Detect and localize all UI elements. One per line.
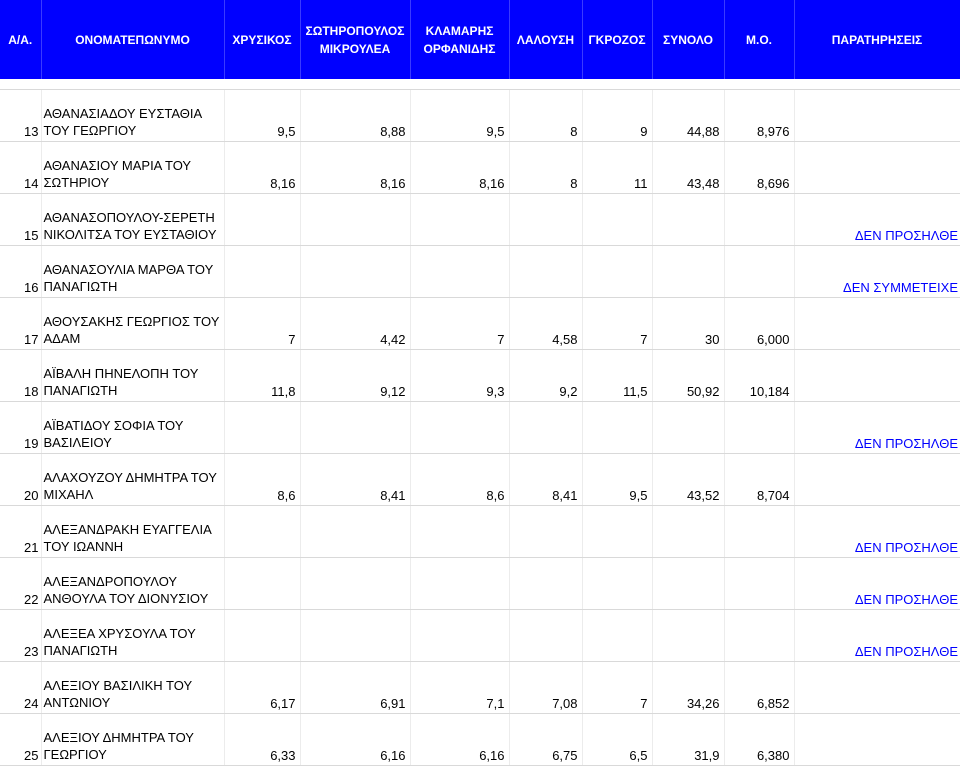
remark[interactable]: ΔΕΝ ΠΡΟΣΗΛΘΕ [794, 402, 960, 454]
score-xrysikos[interactable] [224, 610, 300, 662]
score-xrysikos[interactable]: 8,16 [224, 142, 300, 194]
score-total[interactable] [652, 402, 724, 454]
candidate-name-line2: ΤΟΥ ΓΕΩΡΓΙΟΥ [43, 123, 137, 138]
candidate-name-line1: ΑΛΕΞΑΝΔΡΟΠΟΥΛΟΥ [43, 574, 178, 589]
row-number[interactable]: 23 [0, 610, 41, 662]
score-lalousi[interactable]: 4,58 [509, 298, 582, 350]
score-klamaris[interactable]: 7 [410, 298, 509, 350]
score-sotiropoulos[interactable] [300, 402, 410, 454]
row-number[interactable]: 19 [0, 402, 41, 454]
score-average[interactable]: 6,000 [724, 298, 794, 350]
candidate-name[interactable] [41, 662, 224, 714]
candidate-name-line2: ΓΕΩΡΓΙΟΥ [43, 747, 107, 762]
score-sotiropoulos[interactable] [300, 506, 410, 558]
score-sotiropoulos[interactable]: 8,41 [300, 454, 410, 506]
score-sotiropoulos[interactable] [300, 246, 410, 298]
score-gkrozos[interactable] [582, 402, 652, 454]
header-synolo[interactable]: ΣΥΝΟΛΟ [652, 0, 724, 79]
candidate-name-line1: ΑΘΑΝΑΣΟΥΛΙΑ ΜΑΡΘΑ ΤΟΥ [43, 262, 214, 277]
score-klamaris[interactable]: 8,16 [410, 142, 509, 194]
remark[interactable] [794, 350, 960, 402]
remark[interactable]: ΔΕΝ ΣΥΜΜΕΤΕΙΧΕ [794, 246, 960, 298]
score-sotiropoulos[interactable]: 6,16 [300, 714, 410, 766]
spacer-row [0, 79, 960, 90]
score-gkrozos[interactable]: 9 [582, 90, 652, 142]
row-number[interactable]: 14 [0, 142, 41, 194]
score-klamaris[interactable]: 9,3 [410, 350, 509, 402]
candidate-name-line2: ΤΟΥ ΙΩΑΝΝΗ [43, 539, 124, 554]
score-average[interactable] [724, 246, 794, 298]
score-lalousi[interactable] [509, 246, 582, 298]
row-number[interactable]: 13 [0, 90, 41, 142]
score-klamaris[interactable] [410, 194, 509, 246]
candidate-name-line2: ΠΑΝΑΓΙΩΤΗ [43, 383, 118, 398]
header-paratiriseis[interactable]: ΠΑΡΑΤΗΡΗΣΕΙΣ [794, 0, 960, 79]
score-gkrozos[interactable]: 11,5 [582, 350, 652, 402]
score-lalousi[interactable] [509, 506, 582, 558]
candidate-name-line1: ΑΪΒΑΛΗ ΠΗΝΕΛΟΠΗ ΤΟΥ [43, 366, 199, 381]
remark[interactable]: ΔΕΝ ΠΡΟΣΗΛΘΕ [794, 610, 960, 662]
score-average[interactable] [724, 402, 794, 454]
score-klamaris[interactable] [410, 506, 509, 558]
score-sotiropoulos[interactable] [300, 194, 410, 246]
score-xrysikos[interactable] [224, 558, 300, 610]
score-average[interactable] [724, 558, 794, 610]
remark[interactable]: ΔΕΝ ΠΡΟΣΗΛΘΕ [794, 558, 960, 610]
remark[interactable] [794, 142, 960, 194]
candidate-name[interactable] [41, 142, 224, 194]
score-gkrozos[interactable]: 7 [582, 298, 652, 350]
table-row [0, 714, 960, 766]
header-name[interactable]: ΟΝΟΜΑΤΕΠΩΝΥΜΟ [41, 0, 224, 79]
score-lalousi[interactable]: 8 [509, 90, 582, 142]
candidate-name[interactable] [41, 714, 224, 766]
candidate-name-line2: ΜΙΧΑΗΛ [43, 487, 94, 502]
score-lalousi[interactable]: 9,2 [509, 350, 582, 402]
score-total[interactable]: 34,26 [652, 662, 724, 714]
remark[interactable] [794, 298, 960, 350]
table-row [0, 194, 960, 246]
score-gkrozos[interactable]: 11 [582, 142, 652, 194]
score-total[interactable]: 50,92 [652, 350, 724, 402]
header-lalousi[interactable]: ΛΑΛΟΥΣΗ [509, 0, 582, 79]
candidate-name-line1: ΑΛΕΞΕΑ ΧΡΥΣΟΥΛΑ ΤΟΥ [43, 626, 196, 641]
candidate-name[interactable] [41, 246, 224, 298]
row-number[interactable]: 22 [0, 558, 41, 610]
candidate-name[interactable] [41, 558, 224, 610]
score-gkrozos[interactable] [582, 506, 652, 558]
score-xrysikos[interactable]: 8,6 [224, 454, 300, 506]
score-lalousi[interactable]: 8,41 [509, 454, 582, 506]
candidate-name-line1: ΑΪΒΑΤΙΔΟΥ ΣΟΦΙΑ ΤΟΥ [43, 418, 184, 433]
score-gkrozos[interactable]: 6,5 [582, 714, 652, 766]
row-number[interactable]: 24 [0, 662, 41, 714]
header-xrysikos[interactable]: ΧΡΥΣΙΚΟΣ [224, 0, 300, 79]
score-total[interactable] [652, 506, 724, 558]
candidate-name-line2: ΝΙΚΟΛΙΤΣΑ ΤΟΥ ΕΥΣΤΑΘΙΟΥ [43, 227, 217, 242]
header-klamaris[interactable]: ΚΛΑΜΑΡΗΣ ΟΡΦΑΝΙΔΗΣ [410, 0, 509, 79]
candidate-name-line1: ΑΛΑΧΟΥΖΟΥ ΔΗΜΗΤΡΑ ΤΟΥ [43, 470, 217, 485]
candidate-name-line1: ΑΘΑΝΑΣΙΟΥ ΜΑΡΙΑ ΤΟΥ [43, 158, 192, 173]
remark[interactable]: ΔΕΝ ΠΡΟΣΗΛΘΕ [794, 506, 960, 558]
candidate-name[interactable] [41, 402, 224, 454]
candidate-name[interactable] [41, 454, 224, 506]
score-klamaris[interactable]: 6,16 [410, 714, 509, 766]
score-gkrozos[interactable]: 7 [582, 662, 652, 714]
score-xrysikos[interactable] [224, 402, 300, 454]
table-row [0, 142, 960, 194]
table-row [0, 610, 960, 662]
score-xrysikos[interactable] [224, 194, 300, 246]
score-klamaris[interactable] [410, 610, 509, 662]
score-xrysikos[interactable] [224, 506, 300, 558]
score-gkrozos[interactable] [582, 610, 652, 662]
table-row [0, 454, 960, 506]
candidate-name-line1: ΑΘΟΥΣΑΚΗΣ ΓΕΩΡΓΙΟΣ ΤΟΥ [43, 314, 220, 329]
header-row [0, 0, 960, 79]
score-xrysikos[interactable] [224, 246, 300, 298]
remark[interactable] [794, 90, 960, 142]
score-average[interactable] [724, 506, 794, 558]
candidate-name-line2: ΑΔΑΜ [43, 331, 81, 346]
score-average[interactable]: 8,976 [724, 90, 794, 142]
score-xrysikos[interactable]: 6,33 [224, 714, 300, 766]
table-row [0, 558, 960, 610]
score-xrysikos[interactable]: 7 [224, 298, 300, 350]
score-xrysikos[interactable]: 9,5 [224, 90, 300, 142]
score-total[interactable] [652, 610, 724, 662]
candidate-name-line1: ΑΘΑΝΑΣΟΠΟΥΛΟΥ-ΣΕΡΕΤΗ [43, 210, 215, 225]
score-lalousi[interactable]: 8 [509, 142, 582, 194]
score-average[interactable]: 6,852 [724, 662, 794, 714]
candidate-name-line2: ΠΑΝΑΓΙΩΤΗ [43, 279, 118, 294]
row-number[interactable]: 25 [0, 714, 41, 766]
score-klamaris[interactable]: 9,5 [410, 90, 509, 142]
row-number[interactable]: 15 [0, 194, 41, 246]
table-row [0, 402, 960, 454]
score-lalousi[interactable]: 7,08 [509, 662, 582, 714]
score-total[interactable]: 44,88 [652, 90, 724, 142]
candidate-name-line1: ΑΛΕΞΙΟΥ ΒΑΣΙΛΙΚΗ ΤΟΥ [43, 678, 193, 693]
table-row [0, 90, 960, 142]
remark[interactable] [794, 714, 960, 766]
score-average[interactable]: 6,380 [724, 714, 794, 766]
row-number[interactable]: 18 [0, 350, 41, 402]
table-body [0, 79, 960, 766]
table-row [0, 662, 960, 714]
score-average[interactable] [724, 194, 794, 246]
header-mo[interactable]: Μ.Ο. [724, 0, 794, 79]
score-sotiropoulos[interactable]: 8,88 [300, 90, 410, 142]
candidate-name-line2: ΣΩΤΗΡΙΟΥ [43, 175, 110, 190]
score-klamaris[interactable] [410, 246, 509, 298]
score-klamaris[interactable] [410, 402, 509, 454]
score-gkrozos[interactable] [582, 246, 652, 298]
score-lalousi[interactable] [509, 610, 582, 662]
remark[interactable] [794, 454, 960, 506]
row-number[interactable]: 17 [0, 298, 41, 350]
score-gkrozos[interactable] [582, 194, 652, 246]
score-sotiropoulos[interactable] [300, 558, 410, 610]
row-number[interactable]: 20 [0, 454, 41, 506]
score-sotiropoulos[interactable]: 9,12 [300, 350, 410, 402]
candidate-name[interactable] [41, 90, 224, 142]
score-total[interactable] [652, 194, 724, 246]
score-lalousi[interactable] [509, 402, 582, 454]
candidate-name-line1: ΑΘΑΝΑΣΙΑΔΟΥ ΕΥΣΤΑΘΙΑ [43, 106, 203, 121]
score-sotiropoulos[interactable]: 8,16 [300, 142, 410, 194]
header-sotiropoulos[interactable]: ΣΩΤΗΡΟΠΟΥΛΟΣ ΜΙΚΡΟΥΛΕΑ [300, 0, 410, 79]
row-number[interactable]: 16 [0, 246, 41, 298]
score-sotiropoulos[interactable] [300, 610, 410, 662]
score-gkrozos[interactable]: 9,5 [582, 454, 652, 506]
candidate-name[interactable] [41, 194, 224, 246]
score-klamaris[interactable]: 8,6 [410, 454, 509, 506]
score-average[interactable] [724, 610, 794, 662]
score-sotiropoulos[interactable]: 6,91 [300, 662, 410, 714]
table-row [0, 246, 960, 298]
score-xrysikos[interactable]: 6,17 [224, 662, 300, 714]
score-klamaris[interactable]: 7,1 [410, 662, 509, 714]
score-average[interactable]: 8,696 [724, 142, 794, 194]
score-gkrozos[interactable] [582, 558, 652, 610]
row-number[interactable]: 21 [0, 506, 41, 558]
table-row [0, 506, 960, 558]
score-lalousi[interactable] [509, 558, 582, 610]
table-row [0, 298, 960, 350]
candidate-name-line2: ΑΝΤΩΝΙΟΥ [43, 695, 111, 710]
header-gkrozos[interactable]: ΓΚΡΟΖΟΣ [582, 0, 652, 79]
header-aa[interactable]: Α/Α. [0, 0, 41, 79]
score-average[interactable]: 8,704 [724, 454, 794, 506]
candidate-name[interactable] [41, 350, 224, 402]
score-total[interactable] [652, 246, 724, 298]
candidate-name-line1: ΑΛΕΞΙΟΥ ΔΗΜΗΤΡΑ ΤΟΥ [43, 730, 194, 745]
candidate-name[interactable] [41, 610, 224, 662]
score-total[interactable]: 43,52 [652, 454, 724, 506]
candidate-name-line1: ΑΛΕΞΑΝΔΡΑΚΗ ΕΥΑΓΓΕΛΙΑ [43, 522, 212, 537]
score-sotiropoulos[interactable]: 4,42 [300, 298, 410, 350]
score-total[interactable] [652, 558, 724, 610]
score-klamaris[interactable] [410, 558, 509, 610]
candidate-name[interactable] [41, 298, 224, 350]
candidate-name-line2: ΠΑΝΑΓΙΩΤΗ [43, 643, 118, 658]
score-total[interactable]: 43,48 [652, 142, 724, 194]
table-row [0, 350, 960, 402]
score-total[interactable]: 31,9 [652, 714, 724, 766]
score-lalousi[interactable] [509, 194, 582, 246]
remark[interactable]: ΔΕΝ ΠΡΟΣΗΛΘΕ [794, 194, 960, 246]
score-xrysikos[interactable]: 11,8 [224, 350, 300, 402]
score-average[interactable]: 10,184 [724, 350, 794, 402]
candidate-name-line2: ΑΝΘΟΥΛΑ ΤΟΥ ΔΙΟΝΥΣΙΟΥ [43, 591, 209, 606]
score-total[interactable]: 30 [652, 298, 724, 350]
score-lalousi[interactable]: 6,75 [509, 714, 582, 766]
remark[interactable] [794, 662, 960, 714]
candidate-name-line2: ΒΑΣΙΛΕΙΟΥ [43, 435, 112, 450]
candidate-name[interactable] [41, 506, 224, 558]
